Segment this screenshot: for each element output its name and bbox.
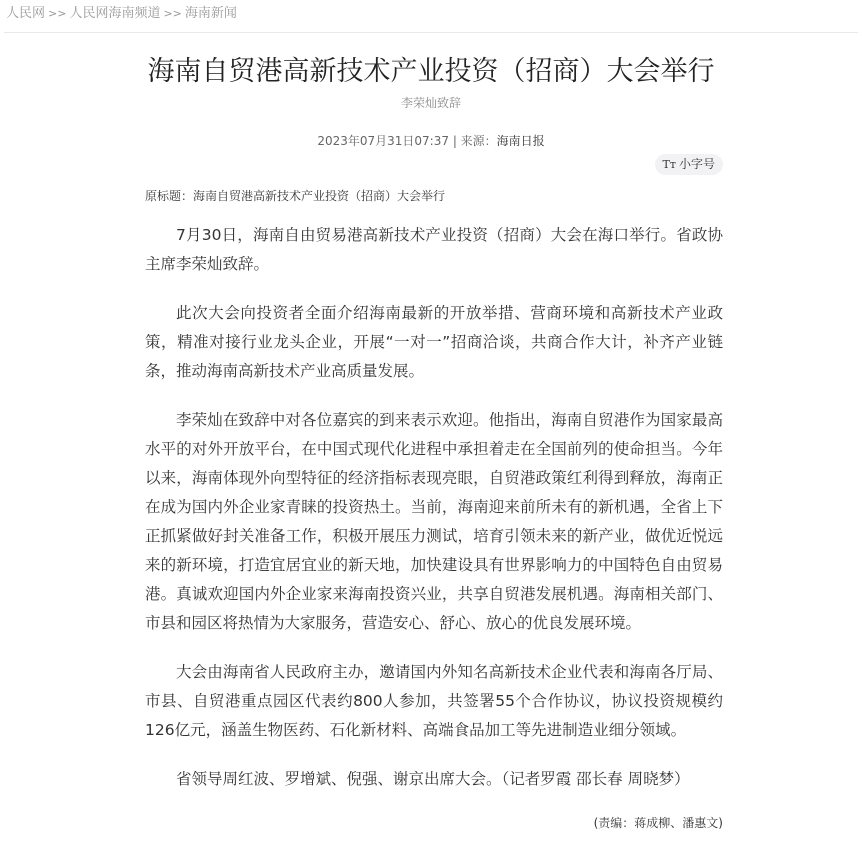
toolbar [145,153,723,175]
source-link[interactable]: 海南日报 [496,134,545,148]
paragraph: 李荣灿在致辞中对各位嘉宾的到来表示欢迎。他指出，海南自贸港作为国家最高水平的对外开放平台，在中国式现代化进程中承担着走在全国前列的使命担当。今年以来，海南体现外向型特征的经济指标表现亮眼，自贸港政策红利得到释放，海南正在成为国内外企业家青睐的投资热土。当前，海南迎来前所未有的新机遇，全省上下正抓紧做好封关准备工作，积极开展压力测试，培育引领未来的新产业，做优近悦远来的新环境，打造宜居宜业的新天地，加快建设具有世界影响力的中国特色自由贸易港。真诚欢迎国内外企业家来海南投资兴业，共享自贸港发展机遇。海南相关部门、市县和园区将热情为大家服务，营造安心、舒心、放心的优良发展环境。 [145,411,723,632]
publish-datetime: 2023年07月31日07:37 [317,134,449,148]
font-size-label: 小字号 [678,157,715,171]
divider [4,32,858,33]
breadcrumb-link-hainan-news[interactable]: 海南新闻 [184,6,237,21]
breadcrumb-separator: >> [163,7,182,20]
breadcrumb-link-hainan-channel[interactable]: 人民网海南频道 [69,6,161,21]
article-subtitle: 李荣灿致辞 [400,96,461,110]
paragraph: 大会由海南省人民政府主办，邀请国内外知名高新技术企业代表和海南各厅局、市县、自贸港重点园区代表约800人参加，共签署55个合作协议，协议投资规模约126亿元，涵盖生物医药、石化新材料、高端食品加工等先进制造业细分领域。 [145,663,723,739]
source-label: | 来源： [452,134,497,148]
editor-credit: (责编：蒋成柳、潘惠文) [593,816,723,830]
paragraph: 7月30日，海南自由贸易港高新技术产业投资（招商）大会在海口举行。省政协主席李荣灿致辞。 [145,226,723,273]
breadcrumb-separator: >> [48,7,67,20]
article-body [145,221,723,794]
paragraph: 省领导周红波、罗增斌、倪强、谢京出席大会。（记者罗霞 邵长春 周晓梦） [176,770,690,788]
breadcrumb-link-people[interactable]: 人民网 [6,6,46,21]
text-size-icon: Tт [662,158,676,171]
paragraph: 此次大会向投资者全面介绍海南最新的开放举措、营商环境和高新技术产业政策，精准对接行业龙头企业，开展“一对一”招商洽谈，共商合作大计，补齐产业链条，推动海南高新技术产业高质量发展。 [145,304,723,380]
breadcrumb [0,0,862,23]
page-title: 海南自贸港高新技术产业投资（招商）大会举行 [147,56,715,87]
original-title: 原标题：海南自贸港高新技术产业投资（招商）大会举行 [145,189,446,203]
font-size-toggle-button[interactable] [655,154,723,175]
article-meta [0,133,862,149]
